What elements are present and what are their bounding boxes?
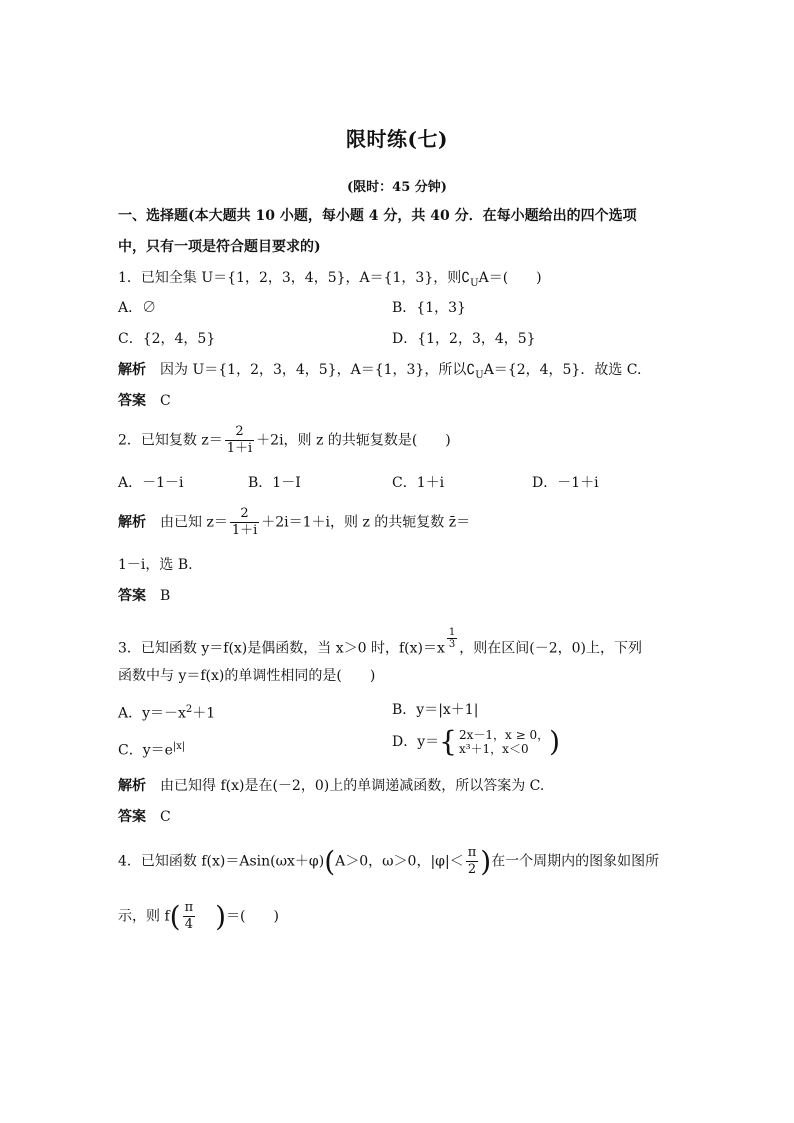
q3-stem-line2: 函数中与 y＝f(x)的单调性相同的是( )	[118, 668, 376, 684]
q3-stem-post: ，则在区间(－2，0)上，下列	[459, 640, 642, 657]
q3-answer-value: C	[160, 809, 171, 825]
q1-answer-value: C	[160, 393, 171, 409]
time-limit: (限时：45 分钟)	[347, 180, 447, 195]
q1-option-a: A．∅	[118, 300, 157, 316]
q3-option-d-case2: x³＋1，x＜0	[458, 742, 529, 756]
q3-analysis-label: 解析	[118, 778, 146, 794]
q2-analysis-post: ＋2i＝1＋i，则 z 的共轭复数 z̄＝	[261, 514, 471, 531]
q1-answer	[118, 391, 171, 411]
q3-stem-pre: 3．已知函数 y＝f(x)是偶函数，当 x＞0 时，f(x)＝x	[118, 640, 445, 657]
q4-frac-num: π	[467, 845, 477, 860]
q1-analysis	[118, 360, 641, 386]
q3-option-a-pre: A．y＝－x	[118, 705, 186, 722]
q2-answer	[118, 586, 170, 606]
q3-stem	[118, 627, 642, 659]
q3-option-b: B．y＝|x＋1|	[392, 702, 479, 718]
q1-stem-text: 1．已知全集 U＝{1，2，3，4，5}，A＝{1，3}，则∁	[118, 270, 471, 286]
q2-stem-post: ＋2i，则 z 的共轭复数是( )	[256, 432, 451, 449]
q1-analysis-label: 解析	[118, 362, 146, 378]
q1-option-d: D．{1，2，3，4，5}	[392, 331, 536, 347]
q3-option-c-sup: |x|	[172, 741, 186, 752]
q2-analysis-cont: 1－i，选 B.	[118, 557, 193, 573]
q4-line2-frac-den: 4	[184, 917, 193, 932]
q4-stem-line2	[118, 900, 279, 933]
q2-frac-num: 2	[225, 424, 254, 441]
q1-answer-label: 答案	[118, 393, 146, 409]
q3-exp-den: 3	[448, 639, 456, 650]
q2-stem-fraction	[225, 424, 254, 457]
q3-option-d	[392, 725, 561, 758]
q4-frac-den: 2	[467, 862, 477, 877]
q3-option-d-right-paren: )	[549, 725, 561, 758]
q4-right-paren: )	[480, 844, 492, 878]
q1-stem-tail: A＝( )	[478, 270, 542, 286]
q3-option-a-post: ＋1	[192, 705, 216, 722]
q1-analysis-sub: U	[475, 369, 484, 381]
q2-analysis	[118, 506, 470, 539]
q2-answer-value: B	[160, 588, 171, 604]
q2-frac-den: 1＋i	[226, 441, 253, 456]
page-title: 限时练(七)	[346, 127, 448, 151]
q2-option-a: A．－1－i	[118, 475, 184, 491]
q2-analysis-pre: 由已知 z＝	[160, 514, 228, 531]
q3-option-a	[118, 700, 215, 724]
q1-analysis-text: 因为 U＝{1，2，3，4，5}，A＝{1，3}，所以∁	[160, 362, 476, 378]
section-heading-line2: 中，只有一项是符合题目要求的)	[118, 239, 321, 255]
q3-option-c	[118, 737, 185, 761]
q4-stem-fraction	[466, 845, 479, 878]
q3-answer-label: 答案	[118, 809, 146, 825]
q3-exp-num: 1	[448, 627, 456, 638]
q2-stem-pre: 2．已知复数 z＝	[118, 432, 223, 449]
q4-line2-left-paren: (	[169, 899, 181, 933]
q2-option-c: C．1＋i	[392, 475, 445, 491]
q2-option-d: D．－1＋i	[532, 475, 599, 491]
q1-option-c: C．{2，4，5}	[118, 331, 216, 347]
q2-analysis-frac-num: 2	[230, 506, 259, 523]
q3-analysis	[118, 776, 544, 796]
q2-stem	[118, 424, 451, 457]
q4-stem-pre: 4．已知函数 f(x)＝Asin(ωx＋φ)	[118, 853, 325, 870]
q1-stem	[118, 268, 542, 294]
q3-option-d-case1: 2x－1，x ≥ 0，	[458, 728, 550, 742]
q2-option-b: B．1－I	[248, 475, 301, 491]
q1-analysis-tail: A＝{2，4，5}．故选 C.	[483, 362, 642, 378]
q4-left-paren: (	[324, 844, 336, 878]
q2-analysis-fraction	[230, 506, 259, 539]
q3-option-d-cases	[459, 728, 549, 756]
q4-line2-pre: 示，则 f	[118, 908, 170, 925]
q3-option-a-sup: 2	[185, 704, 193, 715]
section-heading-line1: 一、选择题(本大题共 10 小题，每小题 4 分，共 40 分．在每小题给出的四个选项	[118, 208, 637, 224]
q2-analysis-label: 解析	[118, 514, 146, 531]
q3-option-d-pre: D．y＝	[392, 734, 440, 750]
q4-line2-post: ＝( )	[226, 908, 279, 925]
q3-option-d-left-brace: {	[439, 725, 457, 758]
q4-stem-cond: A＞0，ω＞0，|φ|＜	[335, 853, 464, 870]
q1-stem-sub: U	[470, 277, 479, 289]
q2-answer-label: 答案	[118, 588, 146, 604]
q2-analysis-frac-den: 1＋i	[231, 523, 258, 538]
q4-line2-fraction	[183, 900, 196, 933]
q3-analysis-text: 由已知得 f(x)是在(－2，0)上的单调递减函数，所以答案为 C.	[160, 778, 545, 794]
q1-option-b: B．{1，3}	[392, 300, 466, 316]
q3-answer	[118, 807, 171, 827]
q4-line2-right-paren: )	[215, 899, 227, 933]
q4-stem-post: 在一个周期内的图象如图所	[491, 853, 660, 870]
q3-exponent-fraction	[447, 627, 457, 650]
q4-line2-frac-num: π	[184, 900, 194, 915]
q4-stem	[118, 845, 659, 878]
q3-option-c-pre: C．y＝e	[118, 742, 173, 759]
